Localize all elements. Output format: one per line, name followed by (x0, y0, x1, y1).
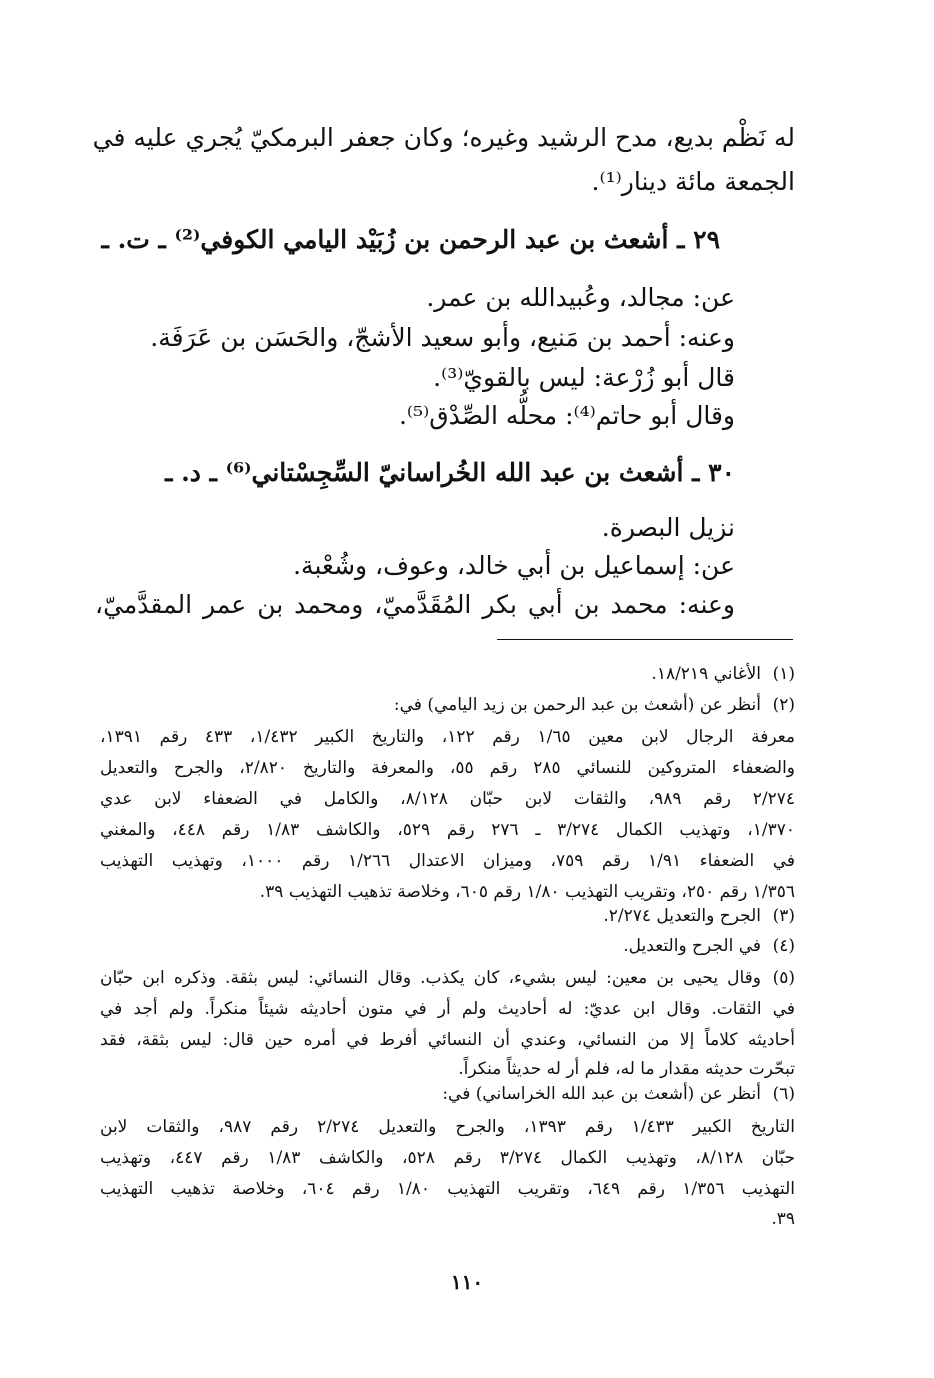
entry-line: قال أبو زُرْعة: ليس بالقويّ⁽³⁾. (433, 363, 735, 392)
footnote-line: في الضعفاء ١/٩١ رقم ٧٥٩، وميزان الاعتدال ١/٢٦٦ رقم ١٠٠٠، وتهذيب التهذيب (100, 851, 796, 871)
footnote-line: التاريخ الكبير ١/٤٣٣ رقم ١٣٩٣، والجرح والتعديل ٢/٢٧٤ رقم ٩٨٧، والثقات لابن (100, 1117, 795, 1137)
footnote-text: أنظر عن (أشعث بن عبد الله الخراساني) في: (442, 1084, 761, 1104)
footnote-line: معرفة الرجال لابن معين ١/٦٥ رقم ١٢٢، والتاريخ الكبير ١/٤٣٢، ٤٣٣ رقم ١٣٩١، (100, 727, 796, 747)
page-number: ١١٠ (450, 1270, 484, 1294)
entry-line: نزيل البصرة. (601, 513, 735, 542)
footnotes (92, 0, 796, 1260)
footnote-6 (100, 1086, 795, 1103)
footnote-text: الجرح والتعديل ٢/٢٧٤. (603, 906, 761, 926)
footnote-line: التهذيب ١/٣٥٦ رقم ٦٤٩، وتقريب التهذيب ١/٨٠ رقم ٦٠٤، وخلاصة تذهيب التهذيب (100, 1179, 795, 1199)
entry-line: وعنه: محمد بن أبي بكر المُقَدَّميّ، ومحمد بن عمر المقدَّميّ، (95, 590, 735, 619)
footnote-3 (100, 908, 795, 925)
entry-line: عن: مجالد، وعُبيدالله بن عمر. (426, 283, 735, 312)
entry-line: عن: إسماعيل بن أبي خالد، وعوف، وشُعْبة. (293, 551, 735, 580)
entry-heading-29: ٢٩ ـ أشعث بن عبد الرحمن بن زُبَيْد اليامي الكوفي⁽²⁾ ـ ت. ـ (101, 225, 720, 254)
paragraph-line: له نَظْم بديع، مدح الرشيد وغيره؛ وكان جعفر البرمكيّ يُجري عليه في (92, 123, 795, 152)
footnote-line: ٣٩. (771, 1209, 795, 1229)
footnote-line: في الثقات. وقال ابن عديّ: له أحاديث ولم أر في متون أحاديثه شيئاً منكراً. ولم أجد في (100, 999, 795, 1019)
footnote-text: في الجرح والتعديل. (623, 936, 761, 956)
footnote-4 (100, 938, 795, 955)
footnote-text: وقال يحيى بن معين: ليس بشيء، كان يكذب. وقال النسائي: ليس بثقة. وذكره ابن حبّان (100, 968, 761, 988)
footnote-5 (100, 970, 795, 987)
footnote-line: ٢/٢٧٤ رقم ٩٨٩، والثقات لابن حبّان ٨/١٢٨، والكامل في الضعفاء لابن عدي (100, 789, 795, 809)
footnote-line: ١/٣٧٠، وتهذيب الكمال ٣/٢٧٤ ـ ٢٧٦ رقم ٥٢٩، والكاشف ١/٨٣ رقم ٤٤٨، والمغني (100, 820, 796, 840)
footnote-number: (١) (772, 664, 795, 684)
footnote-line: والضعفاء المتروكين للنسائي ٢٨٥ رقم ٥٥، والمعرفة والتاريخ ٢/٨٢٠، والجرح والتعديل (100, 758, 796, 778)
footnote-text: أنظر عن (أشعث بن عبد الرحمن بن زيد اليامي) في: (393, 695, 761, 715)
footnote-number: (٤) (772, 936, 795, 956)
footnote-1 (100, 666, 795, 683)
entry-line: وقال أبو حاتم⁽⁴⁾: محلُّه الصِّدْق⁽⁵⁾. (398, 401, 735, 430)
footnote-line: ١/٣٥٦ رقم ٢٥٠، وتقريب التهذيب ١/٨٠ رقم ٦٠٥، وخلاصة تذهيب التهذيب ٣٩. (259, 882, 795, 902)
entry-line: وعنه: أحمد بن مَنيع، وأبو سعيد الأشجّ، والحَسَن بن عَرَفَة. (150, 323, 735, 352)
footnote-2 (100, 697, 795, 714)
footnote-number: (٦) (772, 1084, 795, 1104)
footnote-number: (٥) (772, 968, 795, 988)
footnote-number: (٣) (772, 906, 795, 926)
footnote-line: حبّان ٨/١٢٨، وتهذيب الكمال ٣/٢٧٤ رقم ٥٢٨، والكاشف ١/٨٣ رقم ٤٤٧، وتهذيب (100, 1148, 795, 1168)
footnote-line: أحاديثه كلاماً إلا من النسائي، وعندي أن النسائي أفرط في أمره حين قال: ليس بثقة، فقد (100, 1030, 795, 1050)
paragraph-line: الجمعة مائة دينار⁽¹⁾. (591, 167, 795, 196)
footnote-line: تبحّرت حديثه مقدار ما له، فلم أر له حديثاً منكراً. (458, 1059, 795, 1079)
footnote-text: الأغاني ١٨/٢١٩. (651, 664, 761, 684)
footnote-number: (٢) (772, 695, 795, 715)
entry-heading-30: ٣٠ ـ أشعث بن عبد الله الخُراسانيّ السِّجِسْتاني⁽⁶⁾ ـ د. ـ (165, 458, 735, 487)
